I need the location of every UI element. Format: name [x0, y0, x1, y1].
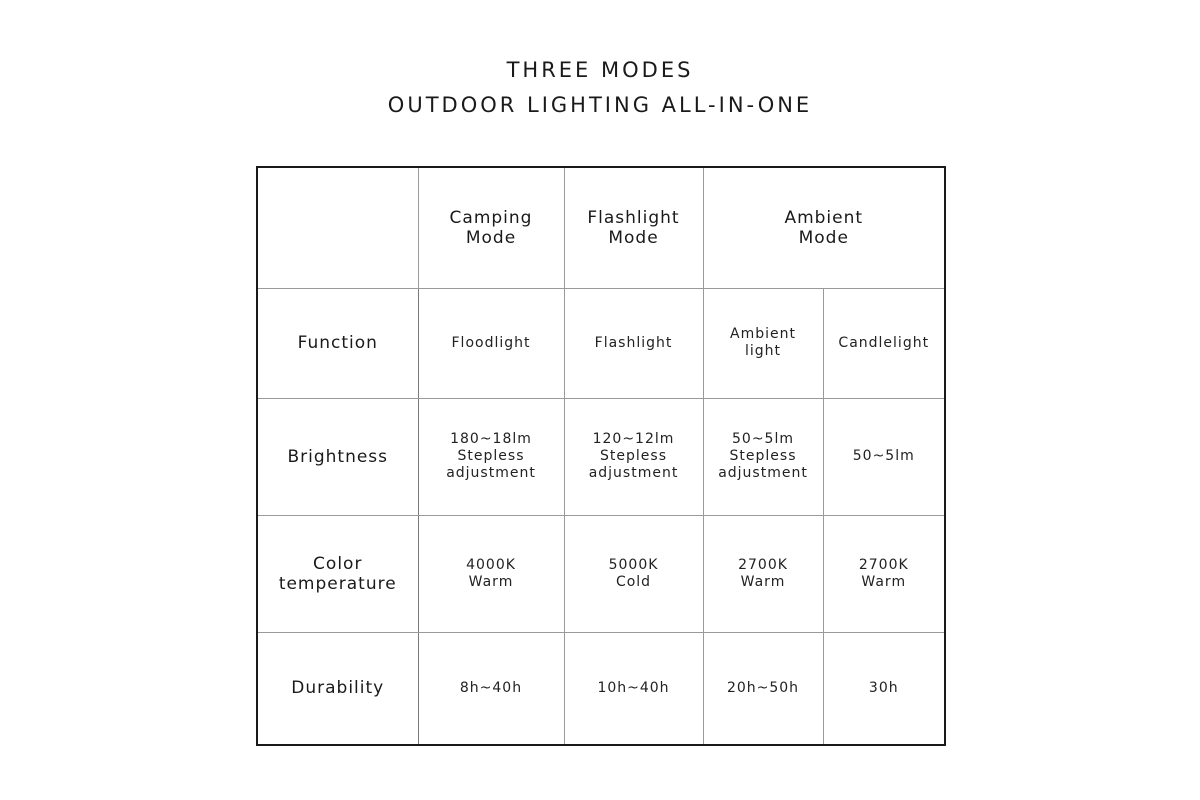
header-ambient-mode: Ambient Mode [703, 167, 945, 288]
table-header-row [257, 167, 945, 288]
row-label-durability: Durability [257, 632, 418, 745]
cell-color-temperature-candle: 2700K Warm [823, 515, 945, 632]
header-camping-mode: Camping Mode [418, 167, 564, 288]
table-corner-cell [257, 167, 418, 288]
table-row-durability [257, 632, 945, 745]
table-row-color-temperature [257, 515, 945, 632]
cell-function-ambient: Ambient light [703, 288, 823, 398]
page-title: THREE MODES [506, 58, 694, 82]
cell-brightness-flashlight: 120~12lm Stepless adjustment [564, 398, 703, 515]
cell-color-temperature-ambient: 2700K Warm [703, 515, 823, 632]
cell-brightness-ambient: 50~5lm Stepless adjustment [703, 398, 823, 515]
modes-comparison-table [256, 166, 946, 746]
header-flashlight-mode: Flashlight Mode [564, 167, 703, 288]
row-label-color-temperature: Color temperature [257, 515, 418, 632]
cell-durability-camping: 8h~40h [418, 632, 564, 745]
cell-brightness-candle: 50~5lm [823, 398, 945, 515]
cell-function-flashlight: Flashlight [564, 288, 703, 398]
cell-durability-ambient: 20h~50h [703, 632, 823, 745]
cell-color-temperature-flashlight: 5000K Cold [564, 515, 703, 632]
cell-function-camping: Floodlight [418, 288, 564, 398]
page-subtitle: OUTDOOR LIGHTING ALL-IN-ONE [387, 93, 813, 117]
cell-brightness-camping: 180~18lm Stepless adjustment [418, 398, 564, 515]
cell-durability-flashlight: 10h~40h [564, 632, 703, 745]
table-row-brightness [257, 398, 945, 515]
cell-durability-candle: 30h [823, 632, 945, 745]
row-label-function: Function [257, 288, 418, 398]
cell-function-candle: Candlelight [823, 288, 945, 398]
table-row-function [257, 288, 945, 398]
row-label-brightness: Brightness [257, 398, 418, 515]
cell-color-temperature-camping: 4000K Warm [418, 515, 564, 632]
